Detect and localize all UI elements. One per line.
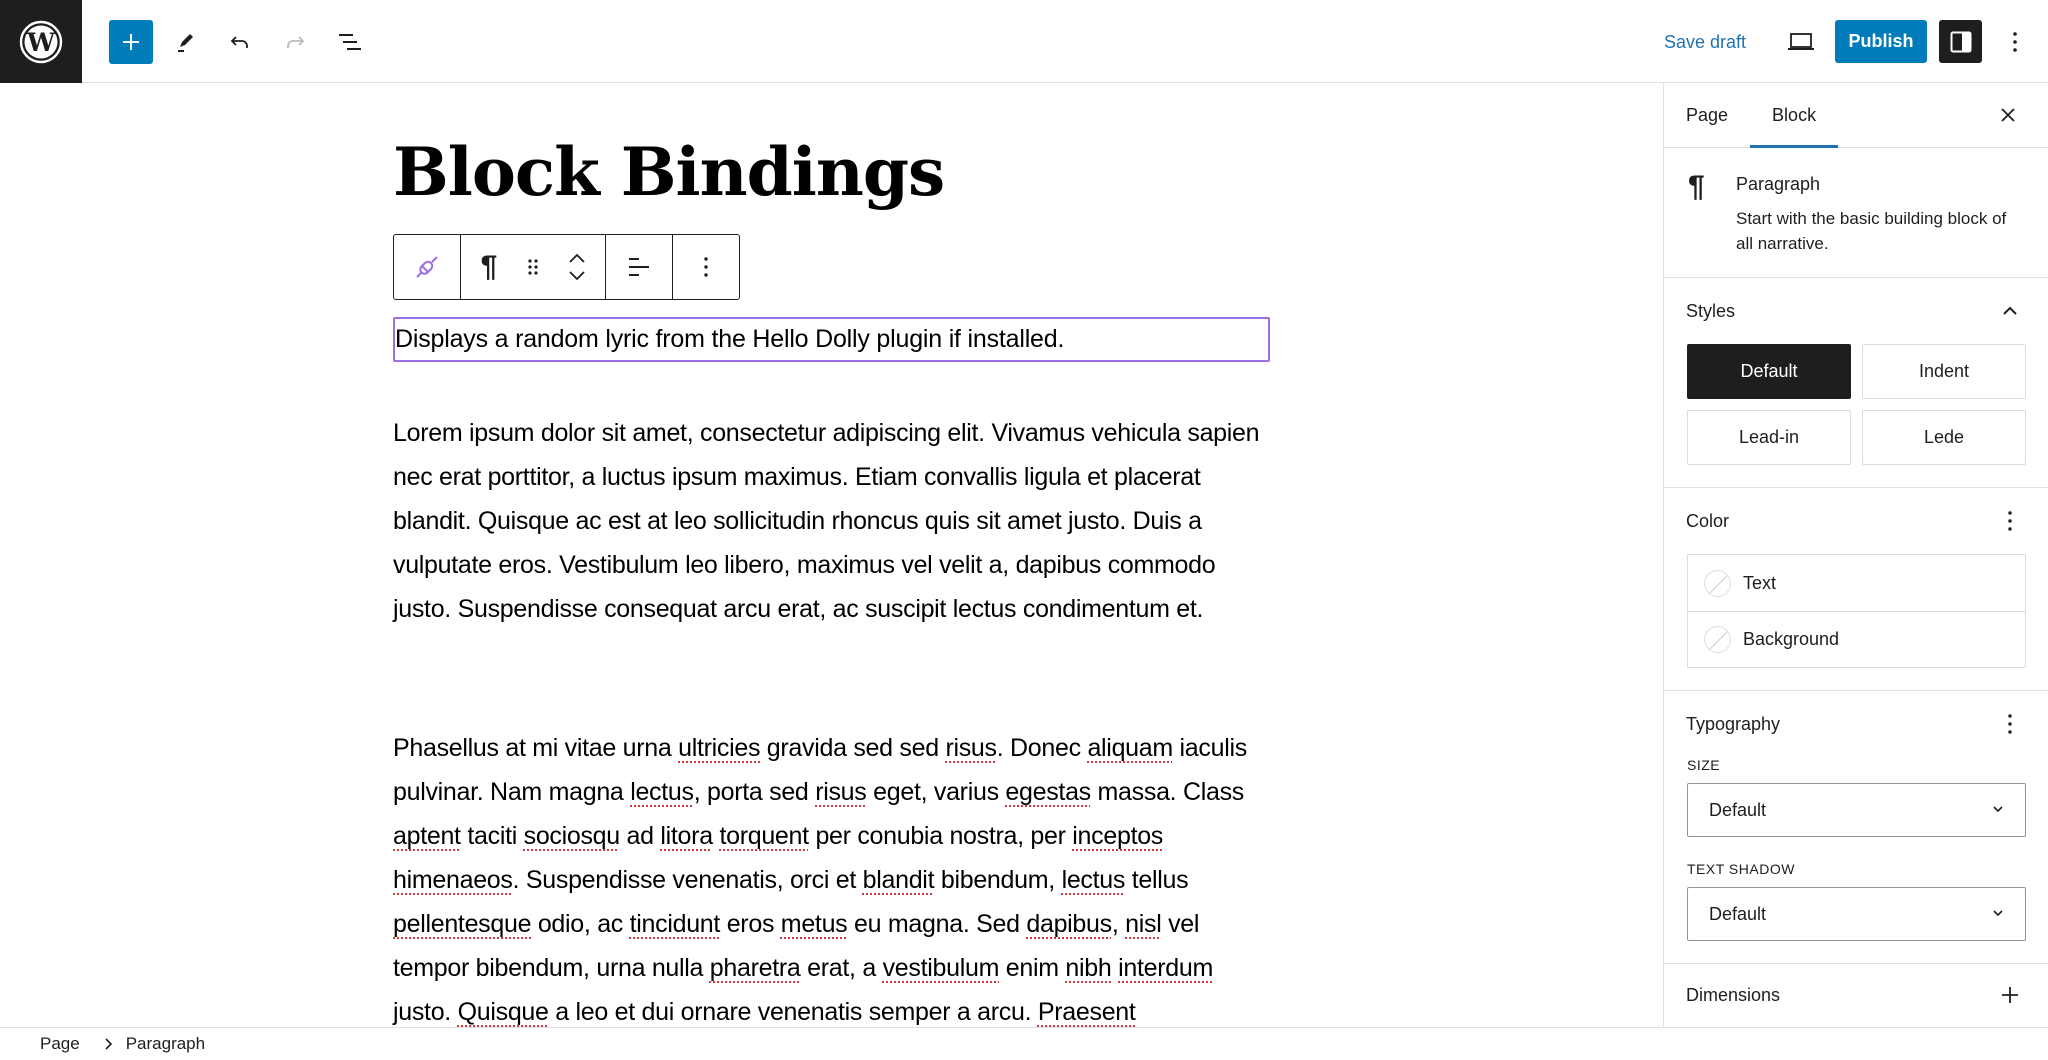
text-run: eu magna. Sed [847, 910, 1027, 938]
close-icon [2000, 107, 2016, 123]
paragraph-block[interactable]: Lorem ipsum dolor sit amet, consectetur adipiscing elit. Vivamus vehicula sapien nec erat porttitor, a luctus ipsum maximus. Etiam convallis ligula et placerat blandit. Quisque ac est at leo sollicitudin rhoncus quis sit amet justo. Duis a vulputate eros. Vestibulum leo libero, maximus vel velit a, dapibus commodo justo. Suspendisse consequat arcu erat, ac suscipit lectus condimentum et. [393, 419, 1260, 623]
color-options-button[interactable] [1988, 499, 2032, 543]
misspelled-word: pellentesque [393, 910, 532, 938]
text-color-item[interactable] [1688, 555, 2025, 611]
collapse-button[interactable] [1988, 289, 2032, 333]
post-title[interactable]: Block Bindings [393, 133, 945, 211]
style-lede-button[interactable]: Lede [1862, 410, 2026, 465]
misspelled-word: dapibus [1026, 910, 1112, 938]
panel-title: Dimensions [1686, 984, 1781, 1005]
typography-panel [1664, 691, 2048, 964]
background-color-item[interactable] [1688, 611, 2025, 667]
text-run: eros [720, 910, 781, 938]
text-run: bibendum, [934, 866, 1062, 894]
publish-button[interactable]: Publish [1835, 20, 1927, 63]
more-group [673, 235, 739, 299]
misspelled-word: torquent [719, 822, 809, 850]
options-menu-button[interactable] [1993, 20, 2037, 64]
svg-text:W: W [26, 27, 56, 57]
plus-icon [121, 32, 141, 52]
style-indent-button[interactable]: Indent [1862, 344, 2026, 399]
block-name: Paragraph [1736, 174, 1821, 194]
dimensions-add-button[interactable] [1988, 973, 2032, 1017]
misspelled-word: vestibulum [882, 954, 1000, 982]
misspelled-word: sociosqu [523, 822, 620, 850]
bound-paragraph-block[interactable]: Displays a random lyric from the Hello Dolly plugin if installed. [393, 317, 1270, 362]
preview-button[interactable] [1779, 20, 1823, 64]
text-run: tellus [1125, 866, 1189, 894]
connection-plug-icon [414, 254, 440, 280]
misspelled-word: lectus [1061, 866, 1126, 894]
document-overview-button[interactable] [328, 20, 372, 64]
misspelled-word: nisl [1125, 910, 1162, 938]
misspelled-word: himenaeos [393, 866, 513, 894]
panel-title: Styles [1686, 300, 1736, 321]
text-shadow-label: TEXT SHADOW [1687, 861, 1795, 877]
color-item-label: Text [1743, 572, 1777, 593]
block-inserter-button[interactable] [109, 20, 153, 64]
misspelled-word: aptent [393, 822, 461, 850]
settings-toggle-button[interactable] [1939, 20, 1982, 63]
more-vertical-icon [703, 256, 709, 278]
wordpress-icon [19, 20, 63, 64]
more-vertical-icon [2007, 713, 2013, 735]
breadcrumb-paragraph[interactable]: Paragraph [125, 1034, 206, 1053]
chevron-down-icon[interactable] [568, 271, 586, 281]
redo-button[interactable] [273, 20, 317, 64]
misspelled-word: inceptos [1072, 822, 1164, 850]
block-binding-button[interactable] [402, 235, 452, 299]
size-label: SIZE [1687, 757, 1721, 773]
styles-panel [1664, 278, 2048, 488]
text-run: erat, a [800, 954, 883, 982]
font-size-select[interactable] [1687, 783, 2026, 837]
text-run: enim [999, 954, 1066, 982]
more-vertical-icon [2007, 510, 2013, 532]
misspelled-word: aliquam [1087, 734, 1173, 762]
tools-button[interactable] [163, 20, 207, 64]
editor-header [0, 0, 2048, 83]
text-run: . Donec [996, 734, 1088, 762]
misspelled-word: blandit [862, 866, 935, 894]
select-value: Default [1709, 799, 1767, 820]
align-text-button[interactable] [614, 235, 664, 299]
chevron-up-icon [2002, 306, 2018, 316]
text-run: , [1111, 910, 1126, 938]
text-run: Phasellus at mi vitae urna [393, 734, 679, 762]
text-run: gravida sed sed [760, 734, 946, 762]
misspelled-word: tincidunt [629, 910, 721, 938]
misspelled-word: Quisque [457, 998, 549, 1026]
text-run: vel tempor bibendum, urna nulla [393, 910, 1200, 982]
drag-handle[interactable] [511, 235, 555, 299]
breadcrumb-page[interactable]: Page [40, 1034, 80, 1053]
misspelled-word: nibh [1065, 954, 1112, 982]
chevron-down-icon [1991, 802, 2005, 816]
plus-icon [2001, 986, 2019, 1004]
drag-handle-icon [527, 257, 539, 277]
select-value: Default [1709, 903, 1767, 924]
style-lead-in-button[interactable]: Lead-in [1687, 410, 1851, 465]
panel-title: Typography [1686, 713, 1781, 734]
panel-title: Color [1686, 510, 1730, 531]
typography-options-button[interactable] [1988, 702, 2032, 746]
misspelled-word: risus [815, 778, 867, 806]
chevron-right-icon [104, 1038, 112, 1050]
block-type-group [461, 235, 606, 299]
text-run: ad [619, 822, 661, 850]
text-run: justo. [393, 998, 458, 1026]
text-run: odio, ac [531, 910, 630, 938]
style-variations [1664, 344, 2048, 487]
color-panel [1664, 488, 2048, 691]
more-vertical-icon [2012, 31, 2018, 53]
text-run: a leo et dui ornare venenatis semper a arcu. [548, 998, 1038, 1026]
undo-icon [228, 30, 252, 54]
color-panel-header [1664, 488, 2048, 554]
paragraph-icon: ¶ [480, 250, 498, 283]
dimensions-panel [1664, 964, 2048, 1026]
text-run: , porta sed [693, 778, 816, 806]
block-card [1664, 148, 2048, 278]
empty-swatch-icon [1704, 626, 1731, 653]
text-run: massa. Class [1090, 778, 1244, 806]
chevron-up-icon[interactable] [568, 253, 586, 263]
style-default-button[interactable]: Default [1687, 344, 1851, 399]
text-run: per conubia nostra, per [808, 822, 1073, 850]
text-shadow-select[interactable] [1687, 887, 2026, 941]
block-description: Start with the basic building block of all narrative. [1736, 209, 2007, 253]
save-draft-button[interactable]: Save draft [1664, 31, 1747, 52]
settings-sidebar [1663, 83, 2048, 1027]
text-run: taciti [460, 822, 524, 850]
binding-group [394, 235, 461, 299]
paragraph-icon: ¶ [1688, 170, 1705, 203]
desktop-icon [1787, 31, 1815, 53]
paragraph-block[interactable] [393, 726, 1273, 1027]
misspelled-word: metus [780, 910, 848, 938]
redo-icon [283, 30, 307, 54]
block-toolbar [393, 234, 740, 300]
align-group [606, 235, 673, 299]
misspelled-word: egestas [1005, 778, 1091, 806]
chevron-down-icon [1991, 906, 2005, 920]
block-options-button[interactable] [681, 235, 731, 299]
wordpress-logo-button[interactable] [0, 0, 82, 83]
editor-canvas [0, 83, 1664, 1027]
sidebar-tabs [1664, 83, 2048, 148]
empty-swatch-icon [1704, 570, 1731, 597]
misspelled-word: risus [945, 734, 997, 762]
tab-page[interactable]: Page [1686, 104, 1729, 125]
misspelled-word: interdum [1118, 954, 1213, 982]
tab-block[interactable]: Block [1750, 83, 1838, 147]
misspelled-word: lectus [630, 778, 694, 806]
sidebar-icon [1949, 30, 1973, 54]
typography-panel-header [1664, 691, 2048, 757]
undo-button[interactable] [218, 20, 262, 64]
text-run: eget, varius [866, 778, 1006, 806]
color-item-label: Background [1743, 629, 1840, 649]
pencil-icon [173, 30, 197, 54]
block-type-button[interactable] [467, 235, 511, 299]
misspelled-word: Praesent [1037, 998, 1136, 1026]
text-run: iaculis pulvinar. Nam magna [393, 734, 1247, 806]
misspelled-word: ultricies [678, 734, 761, 762]
block-movers [555, 235, 599, 299]
misspelled-word: pharetra [709, 954, 801, 982]
align-left-icon [627, 256, 651, 278]
styles-panel-toggle[interactable] [1664, 278, 2048, 344]
color-list [1687, 554, 2026, 668]
list-view-icon [337, 30, 363, 54]
block-breadcrumb [0, 1027, 2048, 1060]
misspelled-word: litora [660, 822, 713, 850]
dimensions-panel-header [1664, 964, 2048, 1026]
close-settings-button[interactable] [1986, 93, 2030, 137]
text-run: . Suspendisse venenatis, orci et [512, 866, 863, 894]
